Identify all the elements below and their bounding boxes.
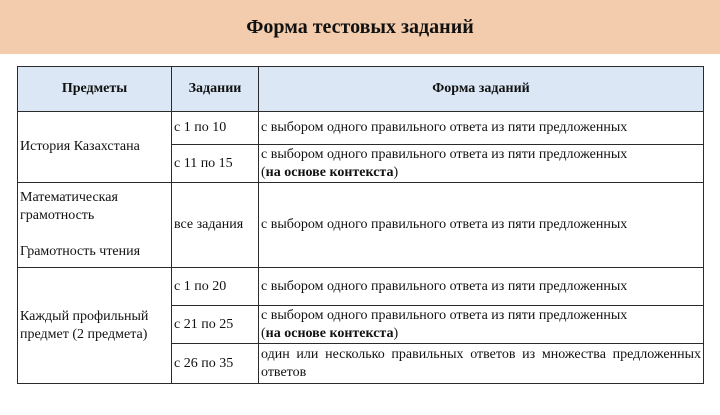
context-close: ) — [393, 325, 399, 341]
context-label: на основе контекста — [265, 325, 394, 341]
context-close: ) — [393, 164, 399, 180]
table-row — [18, 183, 704, 268]
form-cell: с выбором одного правильного ответа из пяти предложенных — [259, 112, 704, 145]
form-text: один или несколько правильных ответов из множества предложенных ответов — [261, 346, 701, 380]
range-cell: все задания — [172, 183, 259, 268]
context-open: ( — [261, 325, 266, 341]
subject-history: История Казахстана — [18, 112, 172, 183]
subject-profile: Каждый профильный предмет (2 предмета) — [18, 268, 172, 384]
range-cell: с 11 по 15 — [172, 145, 259, 183]
form-cell — [259, 145, 704, 183]
subject-literacy — [18, 183, 172, 268]
table-header-row — [18, 67, 704, 112]
context-label: на основе контекста — [265, 164, 394, 180]
form-text: с выбором одного правильного ответа из пяти предложенных — [261, 307, 628, 323]
header-subjects: Предметы — [18, 67, 172, 112]
context-open: ( — [261, 164, 266, 180]
form-cell — [259, 344, 704, 384]
tasks-table — [17, 66, 704, 384]
form-cell: с выбором одного правильного ответа из пяти предложенных — [259, 183, 704, 268]
form-cell: с выбором одного правильного ответа из пяти предложенных — [259, 268, 704, 306]
range-cell: с 1 по 20 — [172, 268, 259, 306]
range-cell: с 21 по 25 — [172, 306, 259, 344]
form-text: с выбором одного правильного ответа из пяти предложенных — [261, 146, 628, 162]
form-cell — [259, 306, 704, 344]
subject-math-literacy: Математическая грамотность — [20, 190, 118, 223]
header-tasks: Задании — [172, 67, 259, 112]
header-form: Форма заданий — [259, 67, 704, 112]
page-title: Форма тестовых заданий — [246, 15, 474, 38]
table-row — [18, 112, 704, 145]
table-row — [18, 268, 704, 306]
range-cell: с 26 по 35 — [172, 344, 259, 384]
title-banner — [0, 0, 720, 54]
range-cell: с 1 по 10 — [172, 112, 259, 145]
subject-reading-literacy: Грамотность чтения — [20, 244, 141, 259]
